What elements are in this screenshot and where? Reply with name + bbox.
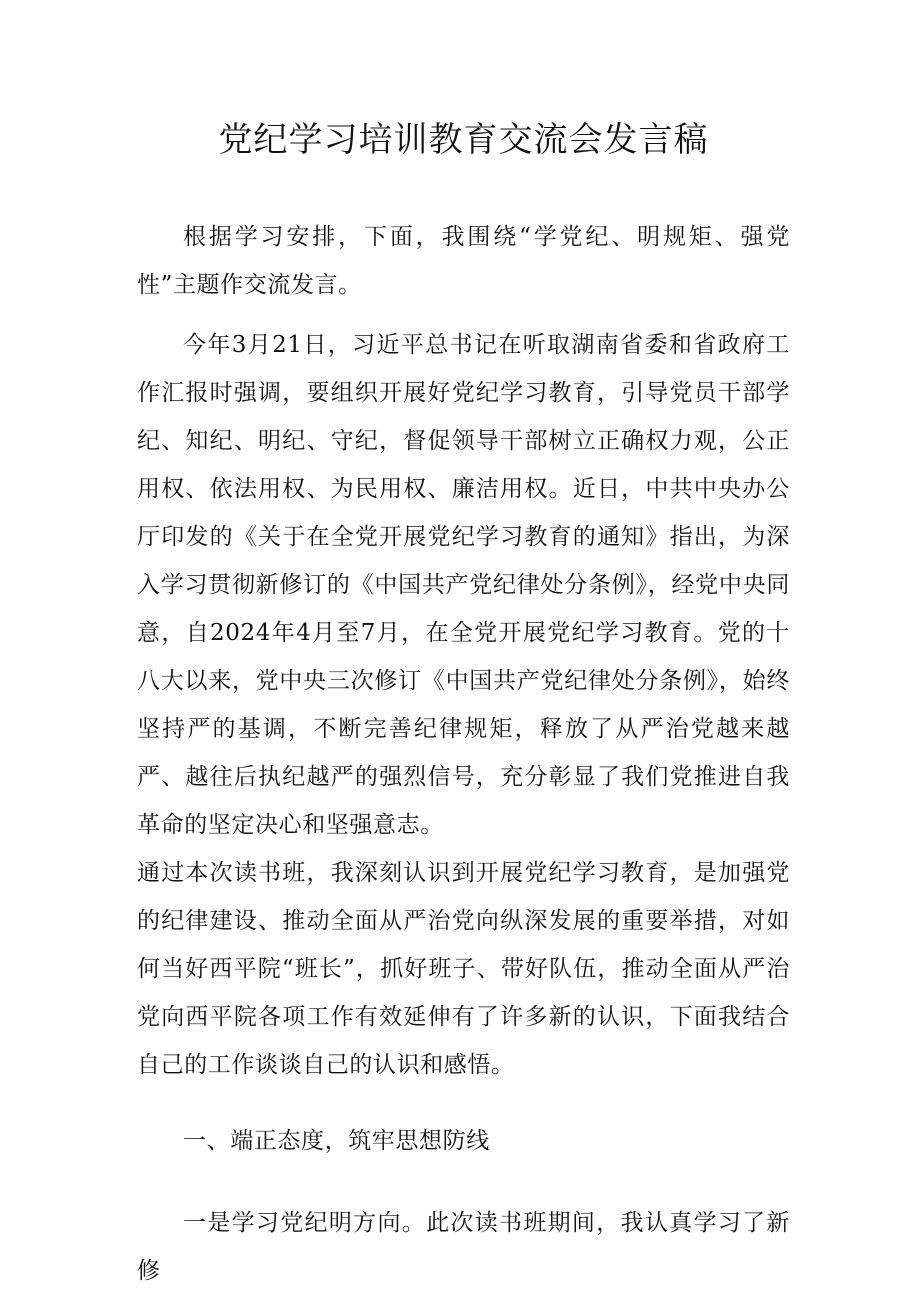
paragraph-reflection: 通过本次读书班，我深刻认识到开展党纪学习教育，是加强党的纪律建设、推动全面从严治党向纵深发展的重要举措，对如何当好西平院“班长”，抓好班子、带好队伍，推动全面从严治党向西平院各项工作有效延伸有了许多新的认识，下面我结合自己的工作谈谈自己的认识和感悟。	[137, 860, 790, 1078]
document-title: 党纪学习培训教育交流会发言稿	[218, 120, 709, 160]
paragraph-intro: 根据学习安排，下面，我围绕“学党纪、明规矩、强党性”主题作交流发言。	[137, 224, 790, 298]
paragraph-background: 今年3月21日，习近平总书记在听取湖南省委和省政府工作汇报时强调，要组织开展好党纪学习教育，引导党员干部学纪、知纪、明纪、守纪，督促领导干部树立正确权力观，公正用权、依法用权、为民用权、廉洁用权。近日，中共中央办公厅印发的《关于在全党开展党纪学习教育的通知》指出，为深入学习贯彻新修订的《中国共产党纪律处分条例》，经党中央同意，自2024年4月至7月，在全党开展党纪学习教育。党的十八大以来，党中央三次修订《中国共产党纪律处分条例》，始终坚持严的基调，不断完善纪律规矩，释放了从严治党越来越严、越往后执纪越严的强烈信号，充分彰显了我们党推进自我革命的坚定决心和坚强意志。	[137, 332, 790, 838]
section-heading: 一、端正态度，筑牢思想防线	[183, 1128, 490, 1154]
section-paragraph: 一是学习党纪明方向。此次读书班期间，我认真学习了新修	[137, 1210, 790, 1284]
